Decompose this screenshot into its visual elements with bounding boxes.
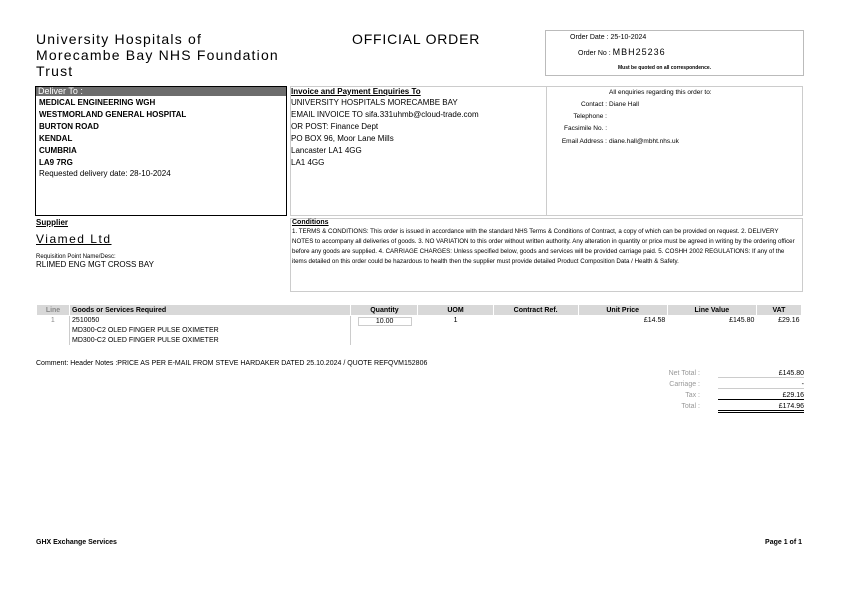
- contact-value: Diane Hall: [609, 101, 639, 108]
- invoice-address: [291, 97, 545, 169]
- invoice-line: EMAIL INVOICE TO sifa.331uhmb@cloud-trade.com: [291, 110, 479, 119]
- invoice-line: OR POST: Finance Dept: [291, 122, 379, 131]
- order-date-label: Order Date :: [570, 34, 609, 41]
- order-date-value: 25-10-2024: [610, 34, 647, 41]
- deliver-line: LA9 7RG: [39, 158, 73, 167]
- requested-delivery-date: 28-10-2024: [129, 169, 171, 178]
- net-total-label: Net Total :: [668, 370, 700, 377]
- carriage-value: -: [718, 381, 804, 389]
- cell-quantity: [351, 316, 418, 346]
- conditions-text: 1. TERMS & CONDITIONS: This order is issued in accordance with the standard NHS Terms & Conditions of Contract, a copy of which can be provided on request. 2. DELIVERY NOTES to accompany all deliveries of goods. 3. NO VARIATION to this order without written authority. Any alteration in quantity or price must be agreed in writing by the ordering officer before any goods are supplied. 4. CARRIAGE CHARGES: Unless specified below, goods and services will be provided carriage paid. 5. COSHH 2002 REGULATIONS: If any of the items detailed on this order could be hazardous to health then the supplier must provide detailed Product Composition Data / Health & Safety.: [292, 228, 795, 265]
- footer-provider: GHX Exchange Services: [36, 539, 117, 546]
- col-uom: UOM: [418, 305, 493, 316]
- invoice-enquiries-box: [290, 86, 803, 216]
- quote-note: Must be quoted on all correspondence.: [618, 65, 712, 71]
- grand-total-value: £174.96: [718, 403, 804, 413]
- tax-value: £29.16: [718, 392, 804, 400]
- deliver-address: [36, 96, 286, 169]
- invoice-heading: Invoice and Payment Enquiries To: [291, 87, 421, 96]
- col-goods: Goods or Services Required: [70, 305, 351, 316]
- organisation-name: [36, 31, 279, 79]
- org-line-1: University Hospitals of: [36, 31, 203, 47]
- invoice-section: [291, 87, 545, 169]
- cell-contract-ref: [493, 316, 578, 346]
- invoice-line: PO BOX 96, Moor Lane Mills: [291, 134, 394, 143]
- deliver-line: WESTMORLAND GENERAL HOSPITAL: [39, 110, 187, 119]
- col-vat: VAT: [756, 305, 801, 316]
- enquiries-heading: All enquiries regarding this order to:: [609, 89, 712, 96]
- document-title: OFFICIAL ORDER: [352, 31, 481, 47]
- order-items-table: [36, 304, 802, 345]
- email-value: diane.hall@mbht.nhs.uk: [609, 138, 679, 145]
- invoice-line: UNIVERSITY HOSPITALS MORECAMBE BAY: [291, 98, 458, 107]
- deliver-line: KENDAL: [39, 134, 73, 143]
- cell-line: 1: [37, 316, 70, 346]
- deliver-line: BURTON ROAD: [39, 122, 99, 131]
- col-line: Line: [37, 305, 70, 316]
- order-details-box: [545, 30, 804, 76]
- order-no-row: [578, 47, 666, 57]
- cell-line-value: £145.80: [729, 317, 755, 324]
- table-row: [37, 316, 802, 346]
- telephone-label: Telephone :: [573, 113, 607, 120]
- order-no-value: MBH25236: [612, 47, 666, 57]
- order-date-row: [570, 34, 646, 41]
- cell-uom: 1: [453, 317, 458, 324]
- conditions-box: [290, 218, 803, 292]
- page-number: Page 1 of 1: [765, 539, 802, 546]
- fax-label: Facsimile No. :: [564, 125, 607, 132]
- requisition-point-label: Requisition Point Name/Desc:: [36, 254, 116, 260]
- org-line-3: Trust: [36, 63, 74, 79]
- supplier-section: [36, 218, 154, 269]
- cell-goods: [70, 316, 351, 346]
- deliver-to-box: [35, 86, 287, 216]
- invoice-line: LA1 4GG: [291, 158, 325, 167]
- conditions-heading: Conditions: [292, 219, 329, 226]
- supplier-name: Viamed Ltd: [36, 232, 112, 246]
- table-header-row: [37, 305, 802, 316]
- org-line-2: Morecambe Bay NHS Foundation: [36, 47, 279, 63]
- col-unit-price: Unit Price: [578, 305, 667, 316]
- col-line-value: Line Value: [667, 305, 756, 316]
- tax-label: Tax :: [685, 392, 700, 399]
- carriage-label: Carriage :: [669, 381, 700, 388]
- supplier-heading: Supplier: [36, 218, 69, 227]
- cell-unit-price: £14.58: [643, 317, 666, 324]
- quantity-value: 10.00: [358, 317, 412, 326]
- contact-label: Contact :: [580, 101, 607, 108]
- requested-delivery-label: Requested delivery date:: [39, 169, 128, 178]
- cell-vat: £29.16: [778, 317, 800, 324]
- col-contract-ref: Contract Ref.: [493, 305, 578, 316]
- deliver-line: MEDICAL ENGINEERING WGH: [39, 98, 156, 107]
- order-no-label: Order No :: [578, 50, 611, 57]
- email-label: Email Address :: [561, 138, 607, 145]
- deliver-line: CUMBRIA: [39, 146, 77, 155]
- requisition-point-value: RLIMED ENG MGT CROSS BAY: [36, 260, 154, 269]
- requested-delivery: [36, 169, 286, 178]
- grand-total-label: Total :: [681, 403, 700, 410]
- item-desc-1: MD300-C2 OLED FINGER PULSE OXIMETER: [72, 327, 219, 334]
- comment-line: Comment: Header Notes :PRICE AS PER E-MAIL FROM STEVE HARDAKER DATED 25.10.2024 / QUOTE REFQVM152806: [36, 360, 428, 367]
- item-code: 2510050: [72, 317, 100, 324]
- item-desc-2: MD300-C2 OLED FINGER PULSE OXIMETER: [72, 337, 219, 344]
- invoice-line: Lancaster LA1 4GG: [291, 146, 362, 155]
- deliver-to-heading: Deliver To :: [36, 87, 286, 96]
- vertical-divider: [546, 87, 547, 215]
- net-total-value: £145.80: [718, 370, 804, 378]
- col-quantity: Quantity: [351, 305, 418, 316]
